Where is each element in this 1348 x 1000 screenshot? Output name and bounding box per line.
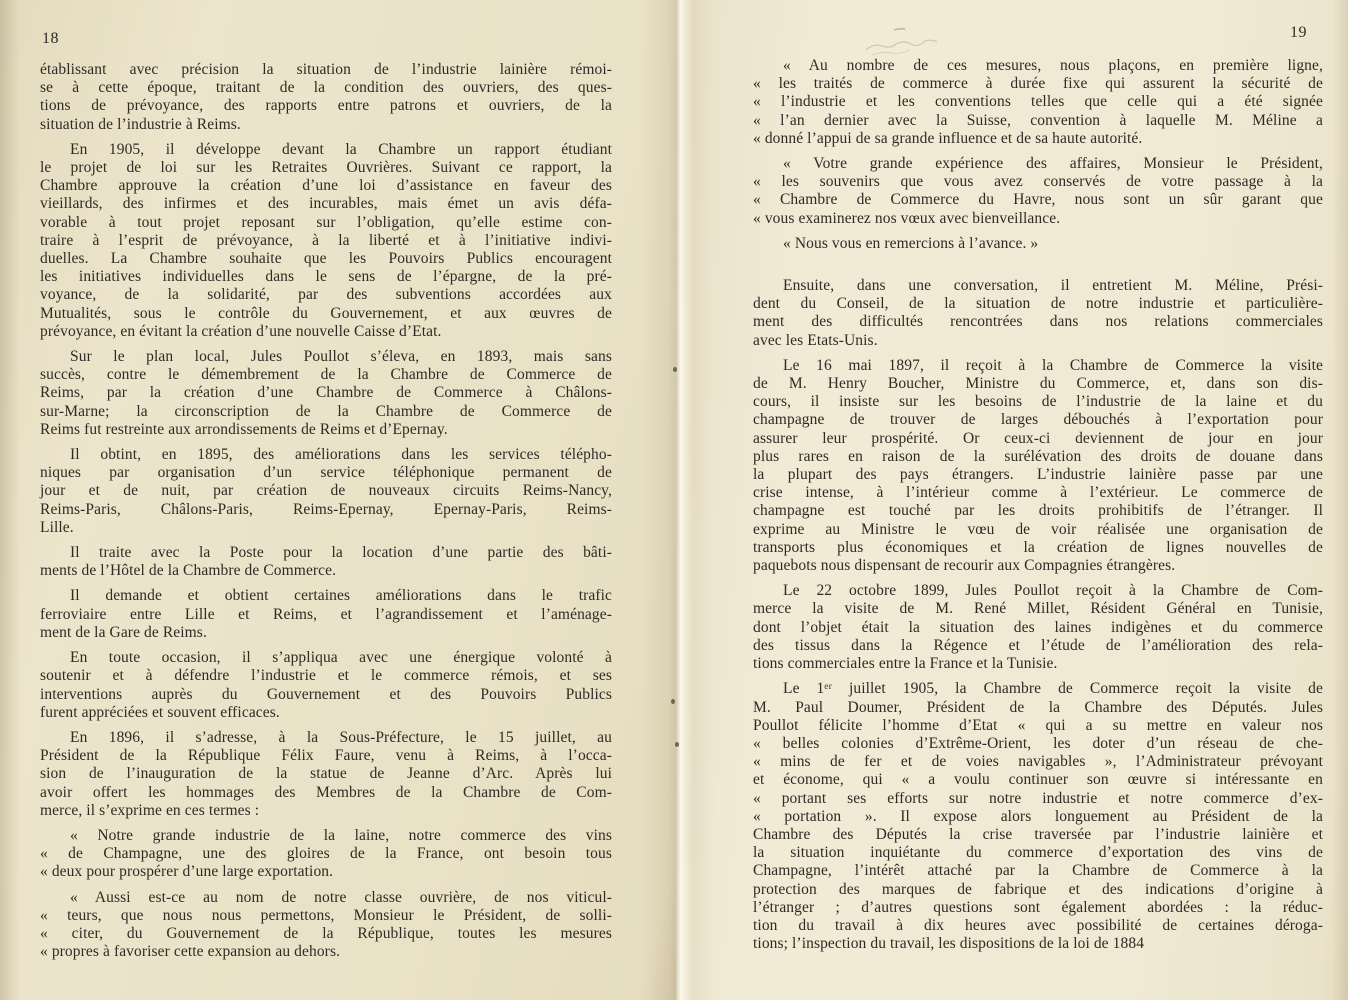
text-line: champagne est touché par les droits prohibitifs de l’étranger. Il [753, 502, 1323, 520]
text-line: Mutualités, sous le contrôle du Gouvernement, et aux œuvres de [40, 304, 612, 322]
text-line: vorable à tout projet reposant sur l’obligation, qu’elle estime con- [40, 213, 612, 231]
paragraph [40, 729, 612, 820]
text-line: duelles. La Chambre souhaite que les Pouvoirs Publics encouragent [40, 250, 612, 268]
text-line: des tissus dans la Régence et l’étude de l’amélioration des rela- [753, 636, 1323, 654]
text-line: « portant ses efforts sur notre industrie et notre commerce d’ex- [753, 789, 1323, 807]
page-number-left: 18 [42, 30, 59, 47]
text-line: Reims, par la création d’une Chambre de Commerce à Châlons- [40, 384, 612, 402]
text-line: Sur le plan local, Jules Poullot s’éleva, en 1893, mais sans [70, 348, 612, 366]
text-line: l’étranger ; d’autres questions sont également abordées : la réduc- [753, 898, 1323, 916]
text-line: Champagne, l’intérêt attaché par la Chambre de Commerce à la [753, 862, 1323, 880]
text-line: Il obtint, en 1895, des améliorations dans les services télépho- [70, 446, 612, 464]
text-line: « portation ». Il expose alors longuement au Président de la [753, 807, 1323, 825]
text-line: tions commerciales entre la France et la Tunisie. [753, 655, 1058, 673]
text-line: Président de la République Félix Faure, venu à Reims, à l’occa- [40, 747, 612, 765]
text-line: traire à l’esprit de prévoyance, à la liberté et à l’initiative indivi- [40, 231, 612, 249]
text-line: vieillards, des infirmes et des incurables, mais émet un avis défa- [40, 195, 612, 213]
text-line: Chambre des Députés la crise traversée par l’industrie lainière et [753, 825, 1323, 843]
text-line: merce, il s’exprime en ces termes : [40, 801, 260, 819]
text-line: dent du Conseil, de la situation de notre industrie et particulière- [753, 295, 1323, 313]
paragraph [753, 680, 1323, 953]
text-line: cours, il insiste sur les besoins de l’industrie de la laine et du [753, 393, 1323, 411]
paragraph [40, 827, 612, 882]
text-line: En toute occasion, il s’appliqua avec une énergique volonté à [70, 649, 612, 667]
text-line: succès, contre le démembrement de la Chambre de Commerce de [40, 366, 612, 384]
text-line: jour et de nuit, par création de nouveaux circuits Reims-Nancy, [40, 482, 612, 500]
text-line: Reims fut restreinte aux arrondissements de Reims et d’Epernay. [40, 420, 448, 438]
text-line: « Nous vous en remercions à l’avance. » [783, 234, 1039, 252]
text-line: ment des difficultés rencontrées dans nos relations commerciales [753, 313, 1323, 331]
text-line: « citer, du Gouvernement de la République, toutes les mesures [40, 924, 612, 942]
paragraph [753, 277, 1323, 350]
text-line: la situation inquiétante du commerce d’exportation des vins de [753, 844, 1323, 862]
text-line: tions de prévoyance, des rapports entre patrons et ouvriers, de la [40, 97, 612, 115]
text-line: En 1905, il développe devant la Chambre un rapport étudiant [70, 140, 612, 158]
text-line: niques par organisation d’un service téléphonique permanent de [40, 464, 612, 482]
paragraph [753, 357, 1323, 575]
text-line: « l’industrie et les conventions telles que celle qui a été signée [753, 93, 1323, 111]
text-line: « l’an dernier avec la Suisse, convention à laquelle M. Méline a [753, 111, 1323, 129]
text-line: et économe, qui « a voulu continuer son œuvre si intéressante en [753, 771, 1323, 789]
text-line: « Votre grande expérience des affaires, Monsieur le Président, [783, 155, 1323, 173]
text-line: soutenir et à défendre l’industrie et le commerce rémois, et ses [40, 667, 612, 685]
paragraph [40, 446, 612, 537]
text-line: transports plus économiques et la création de lignes nouvelles de [753, 538, 1323, 556]
paragraph [40, 61, 612, 134]
text-line: le projet de loi sur les Retraites Ouvrières. Suivant ce rapport, la [40, 159, 612, 177]
paragraph [753, 582, 1323, 673]
text-line: « de Champagne, une des gloires de la France, ont besoin tous [40, 845, 612, 863]
text-line: exprime au Ministre le vœu de voir réalisée une organisation de [753, 520, 1323, 538]
text-line: les initiatives individuelles dans le sens de l’épargne, de la pré- [40, 268, 612, 286]
text-line: tion du travail à dix heures avec possibilité de certaines déroga- [753, 916, 1323, 934]
text-block-right [753, 57, 1323, 953]
text-block-left [40, 61, 612, 961]
text-line: la plupart des pays étrangers. L’industrie lainière passe par une [753, 466, 1323, 484]
text-line: ments de l’Hôtel de la Chambre de Commerce. [40, 562, 337, 580]
text-line: paquebots nous dispensant de recourir aux Compagnies étrangères. [753, 557, 1176, 575]
text-line: champagne de trouver de larges débouchés à l’exportation pour [753, 411, 1323, 429]
paragraph [40, 141, 612, 341]
paragraph [753, 57, 1323, 148]
text-line: Lille. [40, 518, 74, 536]
page-number-right: 19 [1290, 24, 1307, 41]
text-line: « Notre grande industrie de la laine, notre commerce des vins [70, 826, 612, 844]
text-line: « donné l’appui de sa grande influence et de sa haute autorité. [753, 129, 1143, 147]
text-line: « belles colonies d’Extrême-Orient, les doter d’un réseau de che- [753, 734, 1323, 752]
text-line: situation de l’industrie à Reims. [40, 115, 241, 133]
text-line: Chambre approuve la création d’une loi d’assistance en faveur des [40, 177, 612, 195]
text-line: Le 22 octobre 1899, Jules Poullot reçoit à la Chambre de Com- [783, 582, 1323, 600]
text-line: M. Paul Doumer, Président de la Chambre des Députés. Jules [753, 698, 1323, 716]
text-line: Le 1ᵉʳ juillet 1905, la Chambre de Commerce reçoit la visite de [783, 680, 1323, 698]
text-line: de M. Henry Boucher, Ministre du Commerce, et, dans son dis- [753, 375, 1323, 393]
text-line: avec les Etats-Unis. [753, 331, 878, 349]
text-line: plus rares en raison de la surélévation des droits de douane dans [753, 447, 1323, 465]
text-line: se à cette époque, traitant de la condition des ouvriers, des ques- [40, 79, 612, 97]
text-line: assurer leur prospérité. Or ceux-ci deviennent de jour en jour [753, 429, 1323, 447]
text-line: Il demande et obtient certaines améliorations dans le trafic [70, 587, 612, 605]
text-line: ment de la Gare de Reims. [40, 623, 207, 641]
text-line: sur-Marne; la circonscription de la Chambre de Commerce de [40, 402, 612, 420]
text-line: merce la visite de M. René Millet, Résident Général en Tunisie, [753, 600, 1323, 618]
paragraph [40, 889, 612, 962]
text-line: dont l’objet était la situation des laines indigènes et du commerce [753, 618, 1323, 636]
text-line: Reims-Paris, Châlons-Paris, Reims-Epernay, Epernay-Paris, Reims- [40, 500, 612, 518]
text-line: « Chambre de Commerce du Havre, nous sont un sûr garant que [753, 191, 1323, 209]
text-line: Il traite avec la Poste pour la location d’une partie des bâti- [70, 544, 612, 562]
text-line: voyance, de la solidarité, par des subventions accordées aux [40, 286, 612, 304]
text-line: crise intense, à l’intérieur comme à l’extérieur. Le commerce de [753, 484, 1323, 502]
text-line: En 1896, il s’adresse, à la Sous-Préfecture, le 15 juillet, au [70, 728, 612, 746]
text-line: Ensuite, dans une conversation, il entretient M. Méline, Prési- [783, 277, 1323, 295]
text-line: ferroviaire entre Lille et Reims, et l’agrandissement et l’aménage- [40, 605, 612, 623]
paragraph [753, 155, 1323, 228]
text-line: établissant avec précision la situation de l’industrie lainière rémoi- [40, 61, 612, 78]
text-line: « mins de fer et de voies navigables », l’Administrateur prévoyant [753, 753, 1323, 771]
text-line: Le 16 mai 1897, il reçoit à la Chambre de Commerce la visite [783, 356, 1323, 374]
paragraph [40, 348, 612, 439]
text-line: tions; l’inspection du travail, les dispositions de la loi de 1884 [753, 935, 1145, 953]
text-line: protection des marques de fabrique et des indications d’origine à [753, 880, 1323, 898]
text-line: Poullot félicite l’homme d’Etat « qui a su mettre en valeur nos [753, 716, 1323, 734]
text-line: « deux pour prospérer d’une large exportation. [40, 863, 334, 881]
text-line: « propres à favoriser cette expansion au dehors. [40, 943, 341, 961]
paragraph [40, 587, 612, 642]
text-line: « Au nombre de ces mesures, nous plaçons, en première ligne, [783, 57, 1323, 74]
text-line: avoir offert les hommages des Membres de la Chambre de Com- [40, 783, 612, 801]
text-line: « les traités de commerce à durée fixe qui assurent la sécurité de [753, 75, 1323, 93]
page-19 [676, 0, 1348, 1000]
text-line: « Aussi est-ce au nom de notre classe ouvrière, de nos viticul- [70, 888, 612, 906]
text-line: interventions auprès du Gouvernement et des Pouvoirs Publics [40, 685, 612, 703]
text-line: furent appréciées et souvent efficaces. [40, 703, 280, 721]
paragraph [40, 649, 612, 722]
text-line: sion de l’inauguration de la statue de Jeanne d’Arc. Après lui [40, 765, 612, 783]
text-line: « les souvenirs que vous avez conservés de votre passage à la [753, 173, 1323, 191]
text-line: « teurs, que nous nous permettons, Monsieur le Président, de solli- [40, 906, 612, 924]
paragraph [753, 235, 1323, 253]
paragraph [40, 544, 612, 580]
text-line: prévoyance, en évitant la création d’une nouvelle Caisse d’Etat. [40, 322, 442, 340]
text-line: « vous examinerez nos vœux avec bienveillance. [753, 209, 1061, 227]
